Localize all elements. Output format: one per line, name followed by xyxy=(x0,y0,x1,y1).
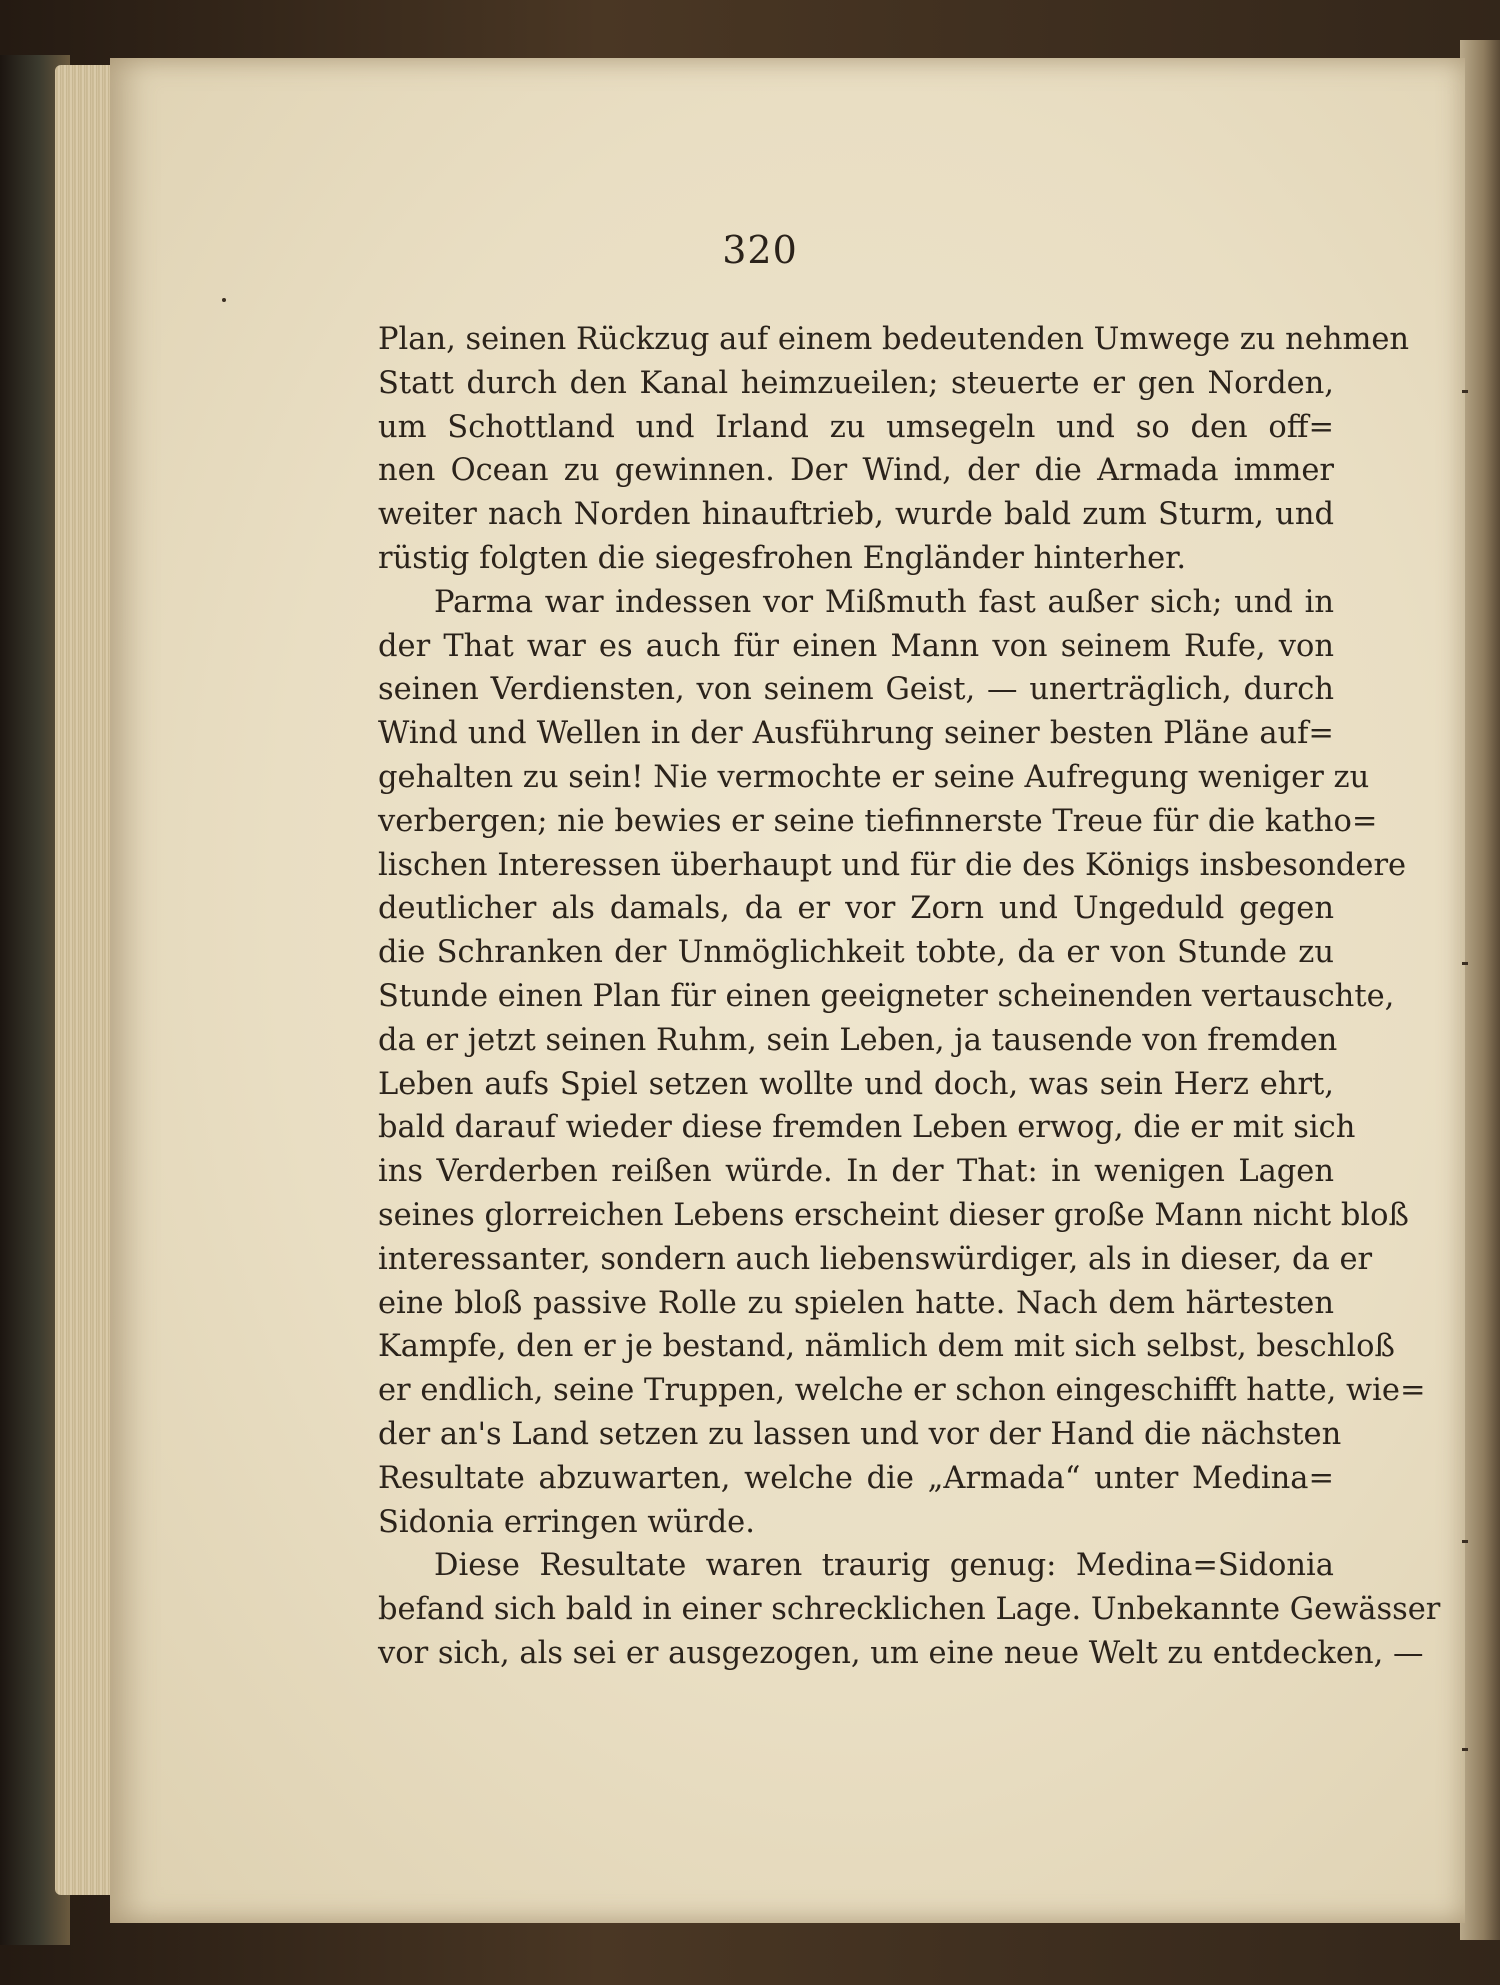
paragraph xyxy=(378,581,1426,1545)
text-line: der an's Land setzen zu lassen und vor der Hand die nächsten xyxy=(378,1416,1342,1452)
text-line: der That war es auch für einen Mann von seinem Rufe, von xyxy=(378,628,1334,664)
text-line: ins Verderben reißen würde. In der That: in wenigen Lagen xyxy=(378,1154,1334,1190)
paragraph xyxy=(378,1544,1441,1675)
text-line: er endlich, seine Truppen, welche er schon eingeschifft hatte, wie= xyxy=(378,1373,1426,1409)
text-line: lischen Interessen überhaupt und für die des Königs insbesondere xyxy=(378,847,1407,883)
text-line: interessanter, sondern auch liebenswürdiger, als in dieser, da er xyxy=(378,1241,1373,1277)
edge-mark xyxy=(1462,1748,1468,1751)
text-line: Plan, seinen Rückzug auf einem bedeutenden Umwege zu nehmen xyxy=(378,322,1410,357)
paragraph xyxy=(378,318,1410,581)
text-line: Parma war indessen vor Mißmuth fast außer sich; und in xyxy=(434,584,1334,620)
gutter-edge xyxy=(1460,40,1500,1940)
text-line: seines glorreichen Lebens erscheint dieser große Mann nicht bloß xyxy=(378,1197,1409,1233)
text-line: seinen Verdiensten, von seinem Geist, — unerträglich, durch xyxy=(378,672,1334,708)
text-line: die Schranken der Unmöglichkeit tobte, da er von Stunde zu xyxy=(378,935,1334,971)
text-line: rüstig folgten die siegesfrohen Engländer hinterher. xyxy=(378,540,1187,576)
text-line: Kampfe, den er je bestand, nämlich dem mit sich selbst, beschloß xyxy=(378,1329,1395,1365)
text-line: um Schottland und Irland zu umsegeln und so den off= xyxy=(378,409,1334,445)
edge-mark xyxy=(1462,962,1468,965)
text-line: eine bloß passive Rolle zu spielen hatte. Nach dem härtesten xyxy=(378,1285,1334,1321)
text-line: weiter nach Norden hinauftrieb, wurde bald zum Sturm, und xyxy=(378,497,1334,533)
text-line: da er jetzt seinen Ruhm, sein Leben, ja tausende von fremden xyxy=(378,1022,1338,1058)
text-line: Resultate abzuwarten, welche die „Armada“ unter Medina= xyxy=(378,1460,1334,1496)
ink-speck xyxy=(222,298,226,302)
text-line: gehalten zu sein! Nie vermochte er seine Aufregung weniger zu xyxy=(378,759,1370,795)
text-line: nen Ocean zu gewinnen. Der Wind, der die Armada immer xyxy=(378,453,1334,489)
text-line: Stunde einen Plan für einen geeigneter scheinenden vertauschte, xyxy=(378,978,1395,1014)
text-line: bald darauf wieder diese fremden Leben erwog, die er mit sich xyxy=(378,1110,1356,1146)
text-line: Sidonia erringen würde. xyxy=(378,1504,755,1540)
text-line: Leben aufs Spiel setzen wollte und doch, was sein Herz ehrt, xyxy=(378,1066,1334,1102)
text-line: vor sich, als sei er ausgezogen, um eine neue Welt zu entdecken, — xyxy=(378,1635,1424,1671)
text-line: befand sich bald in einer schrecklichen Lage. Unbekannte Gewässer xyxy=(378,1592,1441,1628)
text-line: verbergen; nie bewies er seine tiefinnerste Treue für die katho= xyxy=(378,803,1378,839)
page-number: 320 xyxy=(722,228,798,272)
text-line: Statt durch den Kanal heimzueilen; steuerte er gen Norden, xyxy=(378,365,1334,401)
text-line: Diese Resultate waren traurig genug: Medina=Sidonia xyxy=(434,1548,1334,1584)
edge-mark xyxy=(1462,1540,1468,1543)
text-line: deutlicher als damals, da er vor Zorn und Ungeduld gegen xyxy=(378,891,1334,927)
body-text xyxy=(378,318,1441,1676)
edge-mark xyxy=(1462,390,1468,393)
text-line: Wind und Wellen in der Ausführung seiner besten Pläne auf= xyxy=(378,716,1334,752)
